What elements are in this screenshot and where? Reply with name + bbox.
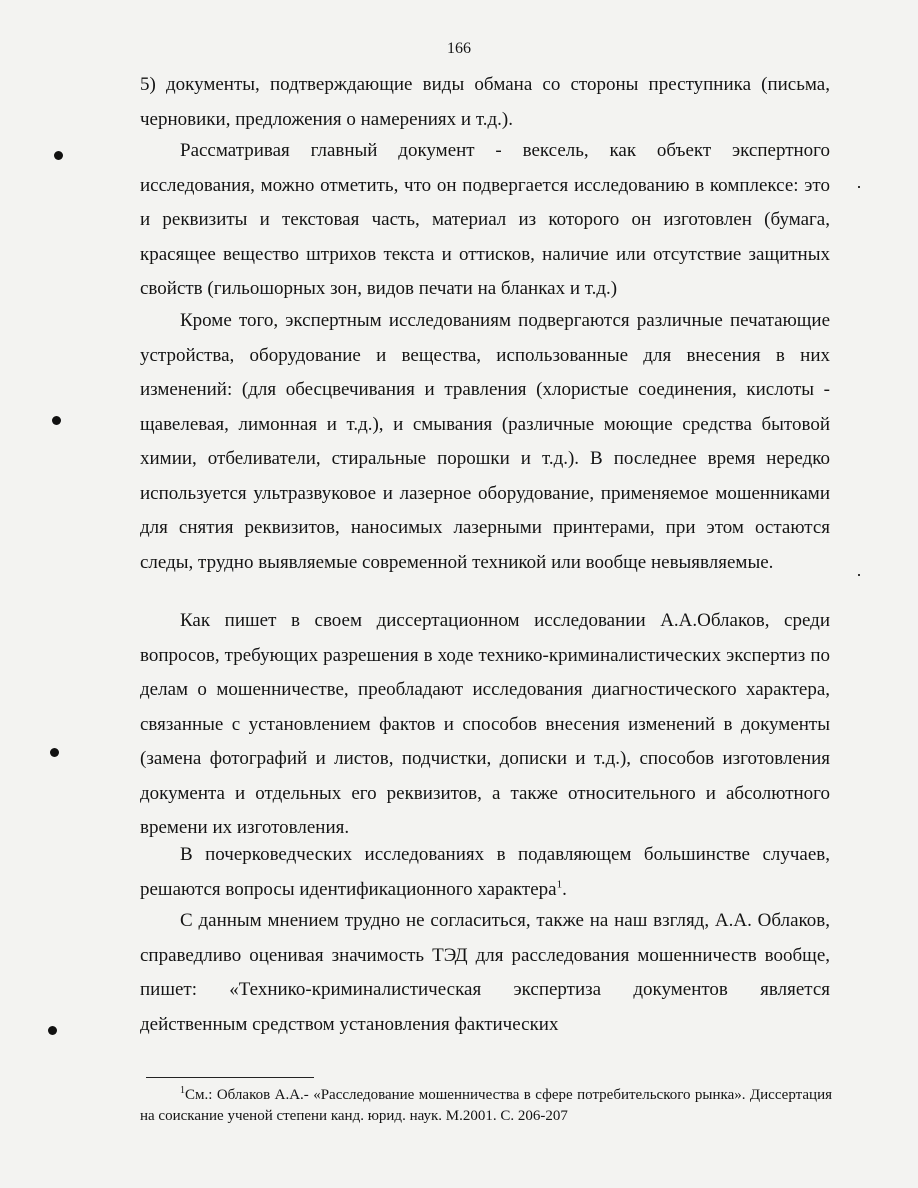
footnote-reference: 1 [556, 878, 563, 891]
binding-hole-mark [54, 151, 63, 160]
scan-speck [858, 574, 860, 576]
page-number: 166 [447, 40, 471, 57]
paragraph-5-trail: . [562, 878, 567, 900]
paragraph-1: 5) документы, подтверждающие виды обмана со стороны преступника (письма, черновики, предложения о намерениях и т.д.). [140, 74, 830, 130]
binding-hole-mark [48, 1026, 57, 1035]
paragraph-5-text: В почерковедческих исследованиях в подавляющем большинстве случаев, решаются вопросы идентификационного характера [140, 844, 830, 900]
paragraph-5 [140, 838, 830, 907]
paragraph-6: С данным мнением трудно не согласиться, также на наш взгляд, А.А. Облаков, справедливо оценивая значимость ТЭД для расследования мошенничеств вообще, пишет: «Технико-криминалистическая экспертиза документов является действенным средством установления фактических [140, 910, 830, 1035]
binding-hole-mark [50, 748, 59, 757]
paragraph-3: Кроме того, экспертным исследованиям подвергаются различные печатающие устройства, оборудование и вещества, использованные для внесения в них изменений: (для обесцвечивания и травления (хлористые соединения, кислоты - щавелевая, лимонная и т.д.), и смывания (различные моющие средства бытовой химии, отбеливатели, стиральные порошки и т.д.). В последнее время нередко используется ультразвуковое и лазерное оборудование, применяемое мошенниками для снятия реквизитов, наносимых лазерными принтерами, при этом остаются следы, трудно выявляемые современной техникой или вообще невыявляемые. [140, 310, 830, 573]
footnote-marker: 1 [180, 1085, 185, 1096]
scan-speck [858, 186, 860, 188]
footnote-separator [146, 1077, 314, 1078]
binding-hole-mark [52, 416, 61, 425]
footnote [140, 1085, 832, 1127]
paragraph-4: Как пишет в своем диссертационном исследовании А.А.Облаков, среди вопросов, требующих разрешения в ходе технико-криминалистических экспертиз по делам о мошенничестве, преобладают исследования диагностического характера, связанные с установлением фактов и способов внесения изменений в документы (замена фотографий и листов, подчистки, дописки и т.д.), способов изготовления документа и отдельных его реквизитов, а также относительного и абсолютного времени их изготовления. [140, 610, 830, 838]
footnote-text: См.: Облаков А.А.- «Расследование мошенничества в сфере потребительского рынка». Диссертация на соискание ученой степени канд. юрид. наук. М.2001. С. 206-207 [140, 1087, 832, 1124]
paragraph-2: Рассматривая главный документ - вексель, как объект экспертного исследования, можно отметить, что он подвергается исследованию в комплексе: это и реквизиты и текстовая часть, материал из которого он изготовлен (бумага, красящее вещество штрихов текста и оттисков, наличие или отсутствие защитных свойств (гильошорных зон, видов печати на бланках и т.д.) [140, 140, 830, 299]
